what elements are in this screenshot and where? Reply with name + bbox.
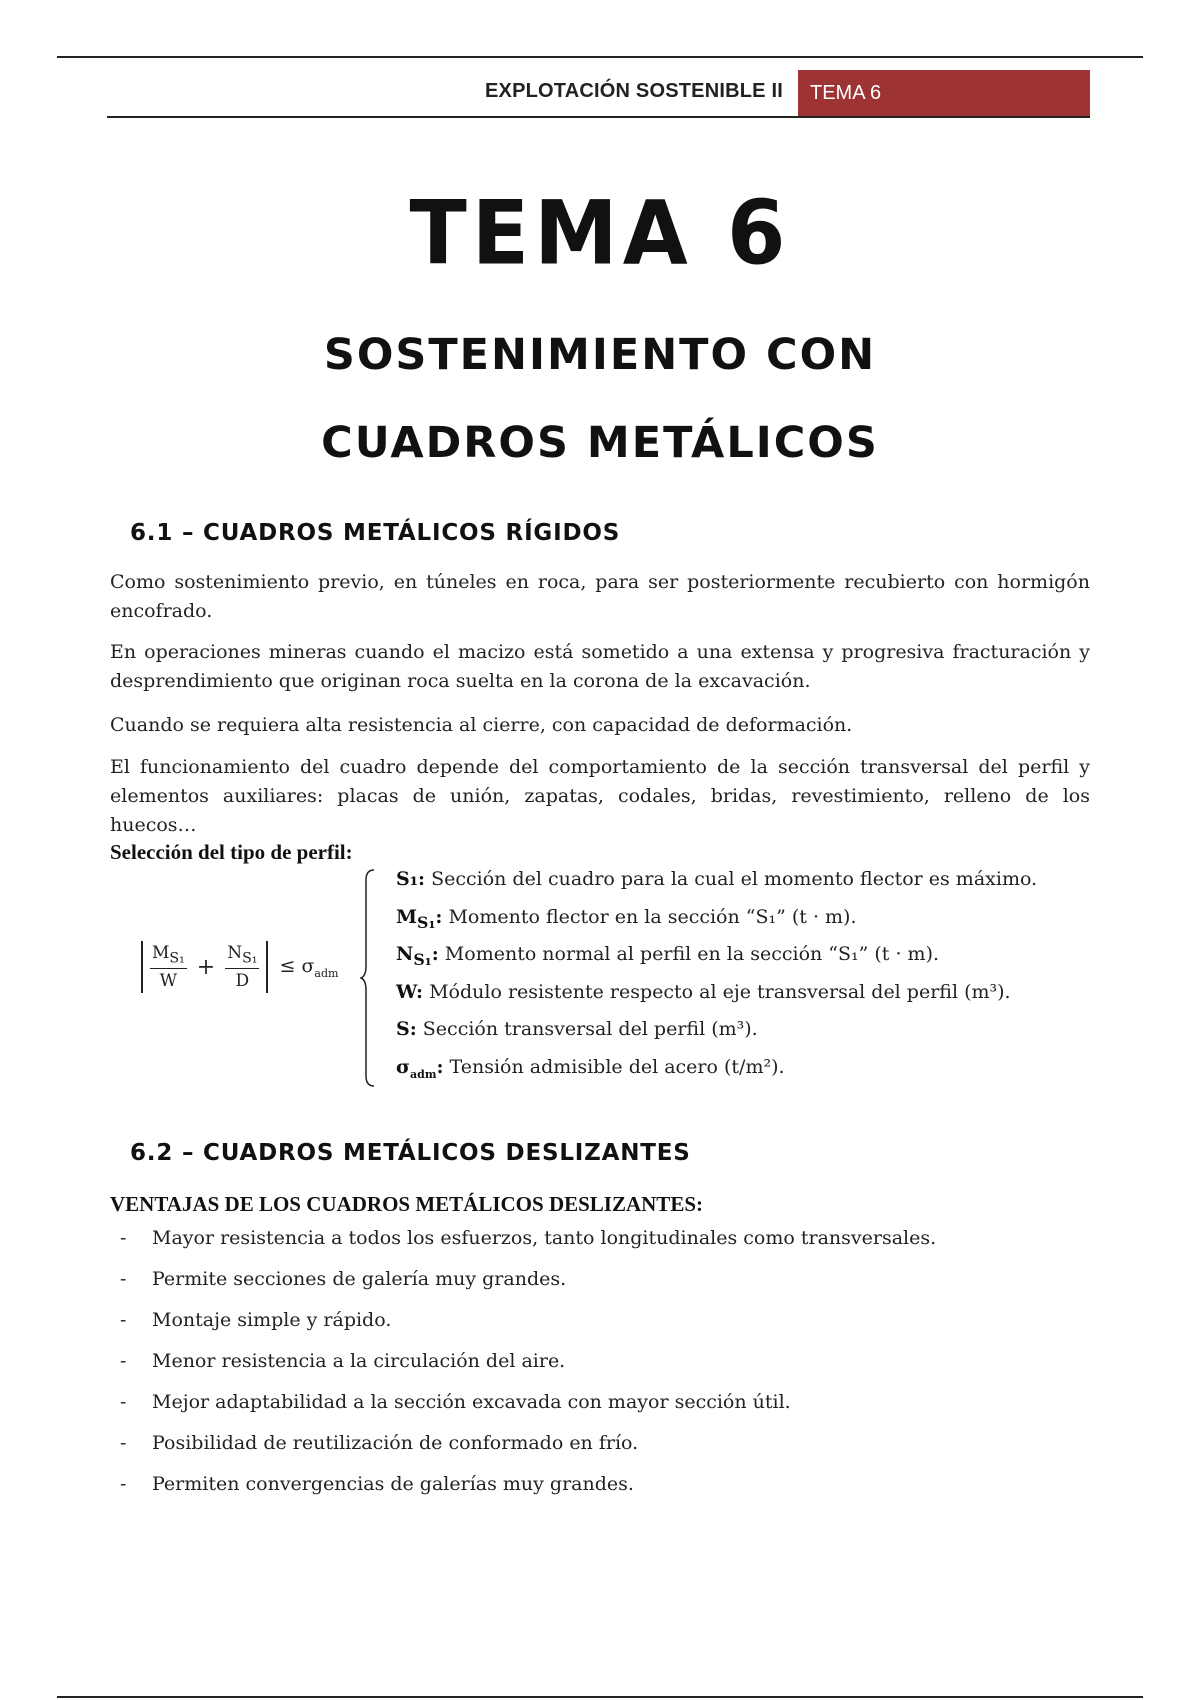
fraction-normal-subscript: S₁ [242, 950, 258, 967]
running-header [107, 70, 1090, 118]
fraction-moment-numerator: M [152, 942, 170, 963]
list-item [120, 1391, 936, 1432]
list-item [120, 1309, 936, 1350]
chapter-subtitle-line1: SOSTENIMIENTO CON [323, 330, 877, 380]
list-item [120, 1227, 936, 1268]
fraction-normal-numerator: N [227, 942, 243, 963]
definition-symbol-colon: : [431, 943, 439, 965]
fraction-normal [225, 943, 259, 991]
definition-symbol [396, 905, 443, 932]
abs-bar-left [141, 941, 143, 993]
bullet-dash-icon: - [120, 1227, 127, 1249]
formula-rhs [279, 955, 338, 980]
advantages-label: VENTAJAS DE LOS CUADROS METÁLICOS DESLIZANTES: [110, 1192, 703, 1216]
bottom-rule [57, 1696, 1143, 1698]
definition-symbol [396, 943, 439, 969]
definition-symbol: S₁: [396, 868, 426, 890]
definition-symbol [396, 1055, 444, 1081]
bullet-dash-icon: - [120, 1391, 127, 1413]
profile-selection-label: Selección del tipo de perfil: [110, 840, 353, 864]
definition-symbol-subscript: adm [410, 1067, 437, 1081]
list-item-text: Mejor adaptabilidad a la sección excavada con mayor sección útil. [152, 1391, 791, 1413]
definition-text: Módulo resistente respecto al eje transversal del perfil (m³). [423, 980, 1011, 1003]
bullet-dash-icon: - [120, 1432, 127, 1454]
definition-symbol-colon: : [436, 1055, 444, 1078]
stress-formula [138, 937, 338, 997]
definition-text: Sección del cuadro para la cual el momento flector es máximo. [425, 868, 1038, 890]
definition-text: Momento flector en la sección “S₁” (t · m). [442, 905, 857, 928]
definition-item [396, 868, 1037, 906]
curly-brace-icon [360, 868, 376, 1088]
definition-item [396, 981, 1037, 1019]
bullet-dash-icon: - [120, 1350, 127, 1372]
list-item-text: Posibilidad de reutilización de conformado en frío. [152, 1432, 639, 1454]
list-item-text: Permite secciones de galería muy grandes. [152, 1268, 567, 1290]
definition-item [396, 943, 1037, 981]
list-item-text: Montaje simple y rápido. [152, 1309, 392, 1331]
definition-symbol-base: σ [396, 1055, 411, 1078]
bullet-dash-icon: - [120, 1309, 127, 1331]
definition-symbol: S: [396, 1018, 417, 1040]
paragraph-4: El funcionamiento del cuadro depende del comportamiento de la sección transversal del perfil y elementos auxiliares: placas de unión, zapatas, codales, bridas, revestimiento, relleno de los huecos… [110, 756, 1090, 836]
definition-symbol: W: [396, 980, 424, 1003]
list-item-text: Permiten convergencias de galerías muy grandes. [152, 1473, 634, 1495]
definition-item [396, 906, 1037, 944]
list-item-text: Mayor resistencia a todos los esfuerzos, tanto longitudinales como transversales. [152, 1227, 937, 1249]
list-item [120, 1350, 936, 1391]
top-rule [57, 56, 1143, 58]
bullet-dash-icon: - [120, 1473, 127, 1495]
paragraph-3: Cuando se requiera alta resistencia al cierre, con capacidad de deformación. [110, 714, 853, 736]
definition-symbol-base: M [396, 905, 418, 928]
chapter-title: TEMA 6 [409, 181, 791, 285]
definition-symbol-subscript: S₁ [417, 912, 436, 932]
paragraph-1: Como sostenimiento previo, en túneles en roca, para ser posteriormente recubierto con hormigón encofrado. [110, 571, 1090, 622]
bullet-dash-icon: - [120, 1268, 127, 1290]
abs-bar-right [266, 941, 268, 993]
fraction-normal-denominator: D [235, 971, 250, 992]
definition-text: Tensión admisible del acero (t/m²). [443, 1055, 785, 1078]
list-item [120, 1473, 936, 1514]
definition-item [396, 1056, 1037, 1094]
definition-text: Sección transversal del perfil (m³). [416, 1018, 758, 1040]
definition-symbol-subscript: S₁ [413, 949, 432, 969]
definition-symbol-colon: : [435, 905, 443, 928]
plus-operator: + [196, 954, 216, 980]
list-item [120, 1432, 936, 1473]
definition-symbol-base: N [396, 943, 414, 965]
list-item-text: Menor resistencia a la circulación del aire. [152, 1350, 566, 1372]
fraction-moment-denominator: W [159, 971, 178, 992]
section-heading-6-1: 6.1 – CUADROS METÁLICOS RÍGIDOS [130, 520, 621, 546]
formula-rhs-subscript: adm [314, 966, 339, 980]
list-item [120, 1268, 936, 1309]
header-course-title: EXPLOTACIÓN SOSTENIBLE II [485, 80, 783, 102]
definition-text: Momento normal al perfil en la sección “S₁” (t · m). [438, 943, 940, 965]
fraction-moment-subscript: S₁ [169, 950, 185, 967]
header-chapter-tab: TEMA 6 [798, 70, 1090, 116]
fraction-moment [150, 943, 187, 991]
paragraph-2: En operaciones mineras cuando el macizo está sometido a una extensa y progresiva fracturación y desprendimiento que originan roca suelta en la corona de la excavación. [110, 641, 1090, 692]
formula-rhs-symbol: ≤ σ [279, 954, 315, 977]
definition-item [396, 1018, 1037, 1056]
definition-list [396, 868, 1037, 1093]
chapter-subtitle-line2: CUADROS METÁLICOS [321, 418, 879, 468]
advantages-list [120, 1227, 936, 1514]
section-heading-6-2: 6.2 – CUADROS METÁLICOS DESLIZANTES [130, 1140, 691, 1166]
